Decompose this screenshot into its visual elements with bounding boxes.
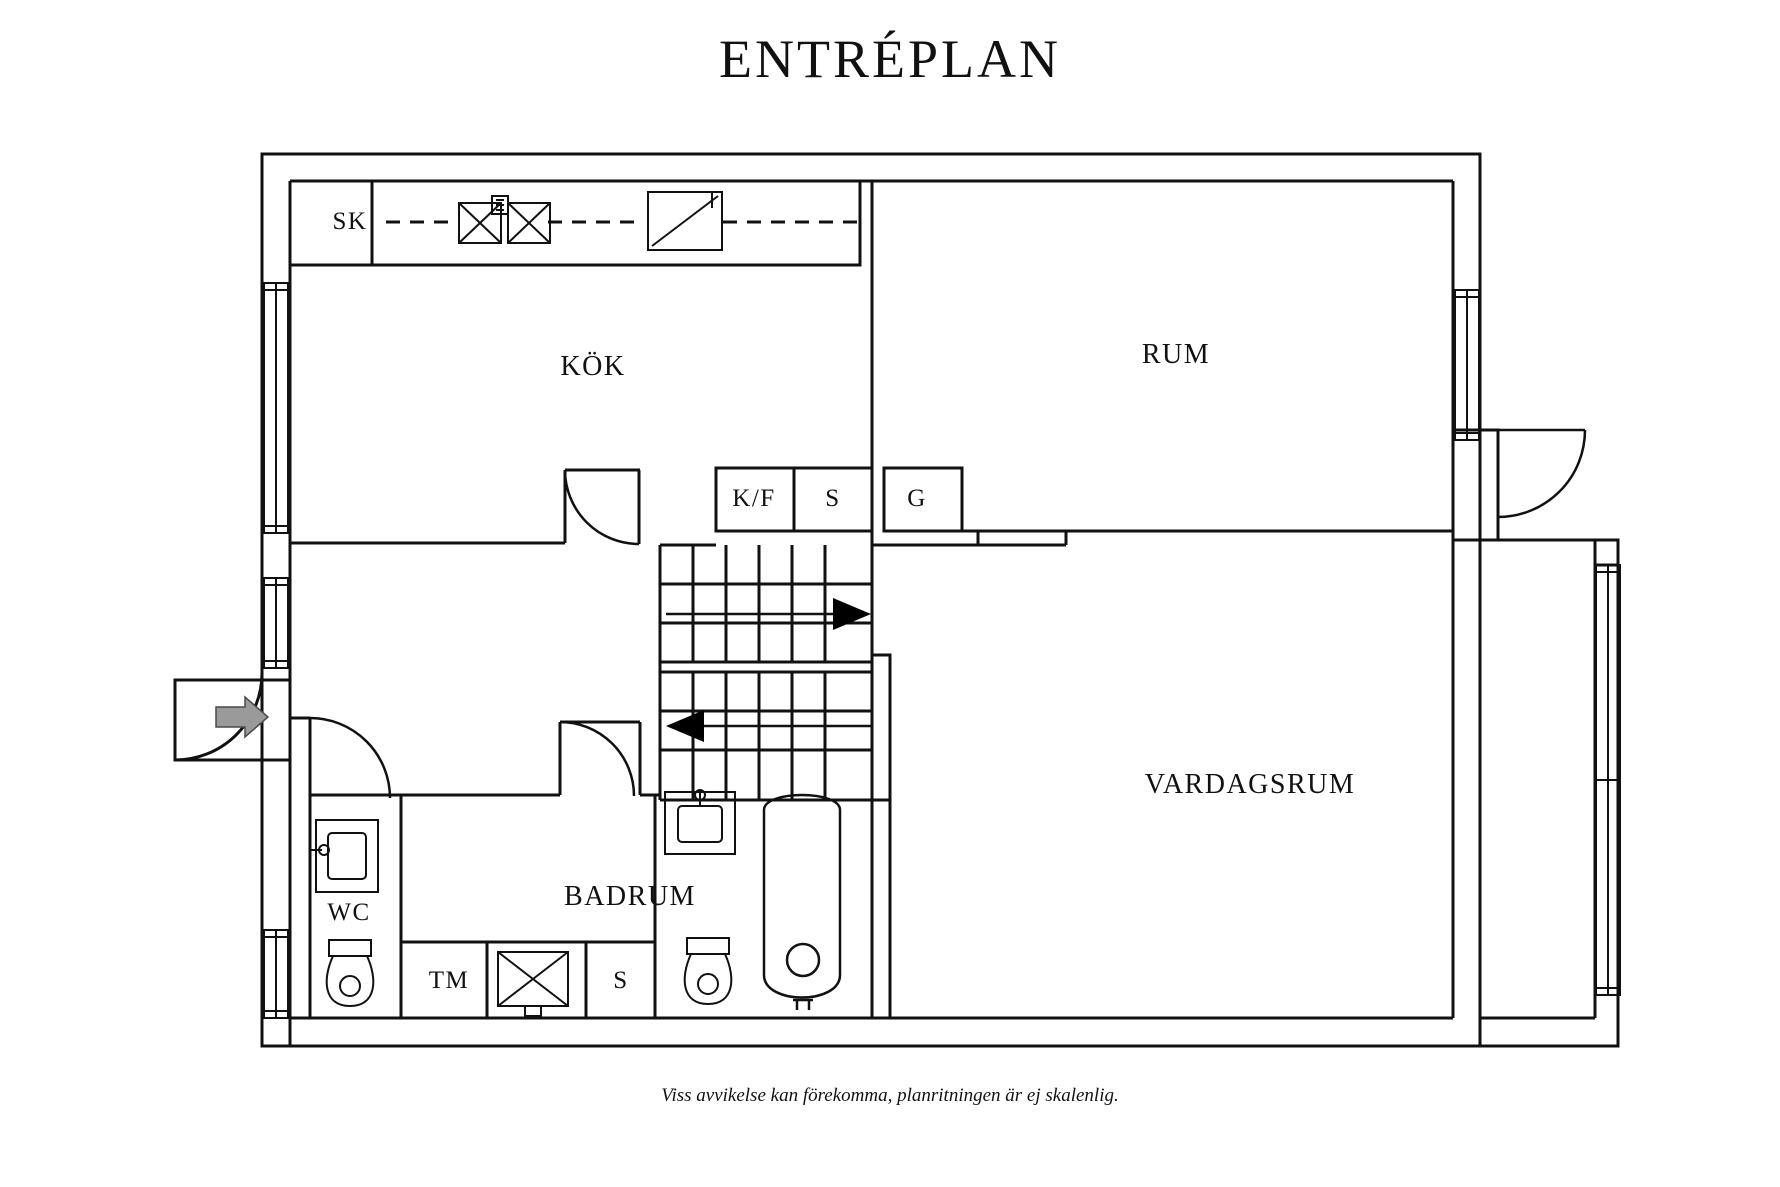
bathroom-toilet-icon xyxy=(685,938,732,1004)
entry-arrow-icon xyxy=(216,697,268,737)
stair-down-arrow xyxy=(666,710,704,742)
room-label-kok: KÖK xyxy=(560,351,626,382)
room-label-s-upper: S xyxy=(825,485,841,512)
room-label-rum: RUM xyxy=(1141,339,1211,370)
room-label-vardagsrum: VARDAGSRUM xyxy=(1144,769,1356,800)
stove-icon xyxy=(459,196,550,243)
room-label-kf: K/F xyxy=(732,485,776,512)
disclaimer-note: Viss avvikelse kan förekomma, planritningen är ej skalenlig. xyxy=(661,1085,1119,1106)
window-left-middle xyxy=(264,578,288,668)
window-left-lower xyxy=(264,930,288,1018)
window-left-upper xyxy=(264,283,288,533)
wc-door-swing xyxy=(310,718,390,798)
closet-boxes xyxy=(660,468,978,545)
window-right-lower xyxy=(1596,565,1620,995)
staircase xyxy=(660,545,890,800)
room-label-s-lower: S xyxy=(613,967,629,994)
room-label-badrum: BADRUM xyxy=(564,881,696,912)
stair-up-arrow xyxy=(833,598,871,630)
kitchen-sink-icon xyxy=(648,192,722,250)
bathtub-icon xyxy=(764,795,840,1010)
hall-and-bathroom-walls xyxy=(290,718,890,1018)
kitchen-counter-strip xyxy=(290,181,860,265)
rum-room-walls xyxy=(978,430,1453,545)
dryer-icon xyxy=(498,952,568,1016)
wc-toilet-icon xyxy=(327,940,374,1006)
rum-door-swing xyxy=(1498,430,1585,540)
kitchen-door-swing xyxy=(565,470,639,544)
window-right-upper xyxy=(1455,290,1479,440)
wc-washbasin-icon xyxy=(310,820,378,892)
right-wall-step xyxy=(1453,430,1618,1046)
room-label-wc: WC xyxy=(327,899,371,926)
bathroom-door-swing xyxy=(560,722,634,796)
page-title: ENTRÉPLAN xyxy=(719,29,1061,89)
room-label-g: G xyxy=(907,485,927,512)
room-label-tm: TM xyxy=(428,967,470,994)
room-label-sk: SK xyxy=(332,208,368,235)
